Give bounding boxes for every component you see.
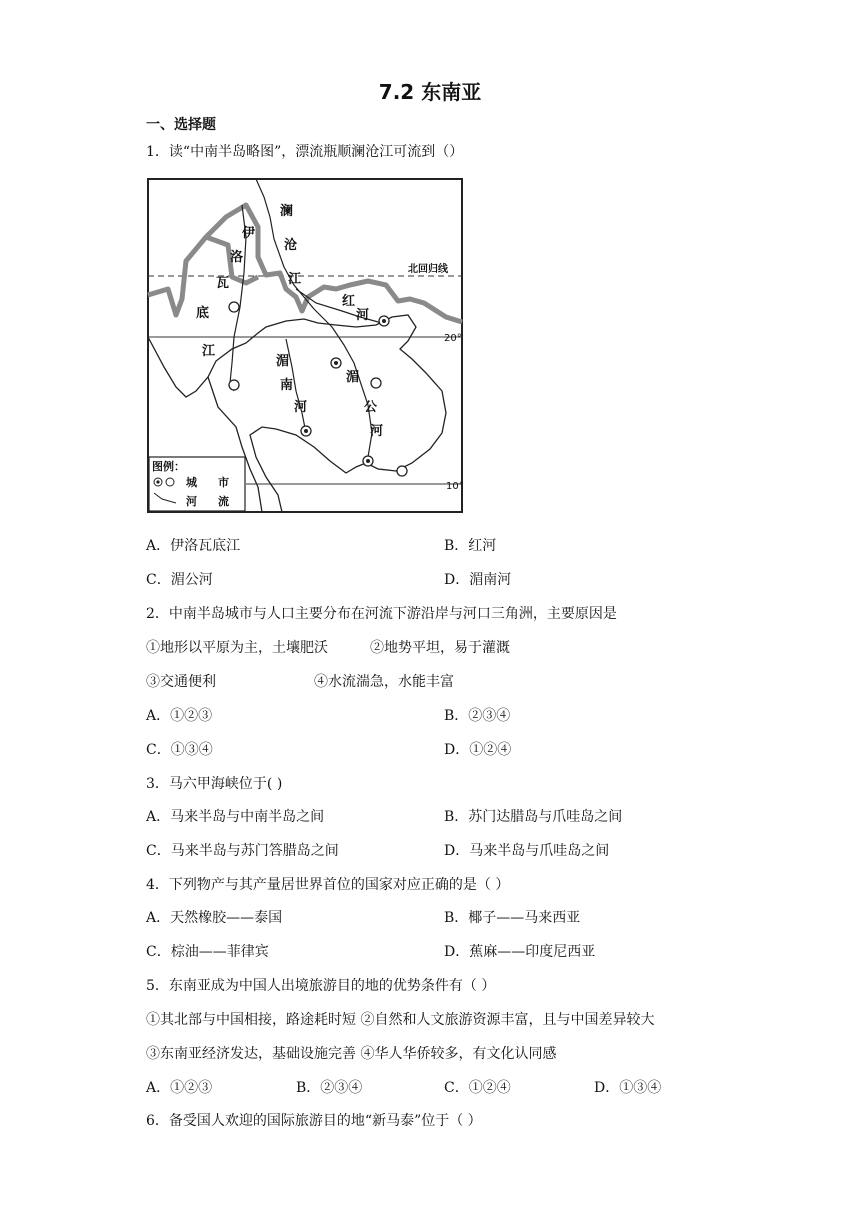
q5-option-a: A．①②③ [146, 1080, 213, 1096]
label-di: 底 [196, 306, 210, 321]
q3-option-d: D．马来半岛与爪哇岛之间 [444, 843, 610, 859]
label-meigong-1: 湄 [346, 370, 360, 385]
label-meinan-3: 河 [294, 400, 308, 415]
q6-stem: 6．备受国人欢迎的国际旅游目的地“新马泰”位于（ ） [146, 1113, 482, 1129]
q3-option-c: C．马来半岛与苏门答腊岛之间 [146, 843, 339, 859]
q1-stem: 1．读“中南半岛略图”，漂流瓶顺澜沧江可流到（） [146, 144, 464, 160]
svg-text:图例：: 图例： [152, 460, 185, 473]
q1-option-d: D．湄南河 [444, 572, 512, 588]
page-title: 7.2 东南亚 [378, 80, 482, 104]
q3-option-b: B．苏门达腊岛与爪哇岛之间 [444, 809, 623, 825]
q2-statement-4: ④水流湍急，水能丰富 [314, 674, 454, 690]
q2-statement-2: ②地势平坦，易于灌溉 [370, 640, 510, 656]
tropic-label: 北回归线 [408, 264, 448, 275]
svg-text:流: 流 [218, 495, 229, 508]
q2-option-a: A．①②③ [146, 708, 213, 724]
label-he: 河 [356, 308, 370, 323]
q2-option-d: D．①②④ [444, 742, 512, 758]
lat20-label: 20° [444, 333, 462, 344]
label-meinan-1: 湄 [276, 354, 290, 369]
q4-option-b: B．椰子——马来西亚 [444, 910, 581, 926]
section-heading: 一、选择题 [146, 117, 216, 133]
q5-option-b: B．②③④ [296, 1080, 363, 1096]
q2-option-c: C．①③④ [146, 742, 213, 758]
q5-statements-12: ①其北部与中国相接，路途耗时短 ②自然和人文旅游资源丰富，且与中国差异较大 [146, 1012, 655, 1028]
label-yi: 伊 [242, 226, 256, 241]
label-luo: 洛 [230, 250, 244, 265]
q5-statements-34: ③东南亚经济发达，基础设施完善 ④华人华侨较多，有文化认同感 [146, 1046, 557, 1062]
q2-option-b: B．②③④ [444, 708, 511, 724]
q4-option-d: D．蕉麻——印度尼西亚 [444, 944, 596, 960]
svg-text:河: 河 [186, 495, 197, 508]
label-meinan-2: 南 [280, 378, 294, 393]
label-hong: 红 [342, 294, 356, 309]
lat10-label: 10° [446, 481, 464, 492]
q2-stem: 2．中南半岛城市与人口主要分布在河流下游沿岸与河口三角洲，主要原因是 [146, 606, 617, 622]
q4-option-c: C．棕油——菲律宾 [146, 944, 269, 960]
q4-option-a: A．天然橡胶——泰国 [146, 910, 283, 926]
label-lancang-2: 沧 [284, 238, 298, 253]
q5-option-d: D．①③④ [594, 1080, 662, 1096]
label-meigong-3: 河 [370, 424, 384, 439]
q2-statement-3: ③交通便利 [146, 674, 216, 690]
q3-stem: 3．马六甲海峡位于( ) [146, 776, 283, 792]
indochina-map [146, 177, 464, 514]
svg-text:城: 城 [186, 476, 197, 489]
q3-option-a: A．马来半岛与中南半岛之间 [146, 809, 325, 825]
q5-stem: 5．东南亚成为中国人出境旅游目的地的优势条件有（ ） [146, 978, 496, 994]
map-legend [149, 457, 245, 511]
q1-option-c: C．湄公河 [146, 572, 213, 588]
label-jiang: 江 [202, 344, 216, 359]
label-meigong-2: 公 [364, 400, 378, 415]
q4-stem: 4．下列物产与其产量居世界首位的国家对应正确的是（ ） [146, 877, 510, 893]
label-lancang-3: 江 [288, 272, 302, 287]
label-lancang-1: 澜 [280, 204, 294, 219]
q2-statement-1: ①地形以平原为主，土壤肥沃 [146, 640, 328, 656]
q5-option-c: C．①②④ [444, 1080, 511, 1096]
label-wa: 瓦 [216, 276, 230, 291]
q1-option-a: A．伊洛瓦底江 [146, 538, 241, 554]
q1-option-b: B．红河 [444, 538, 497, 554]
svg-text:市: 市 [218, 476, 229, 489]
